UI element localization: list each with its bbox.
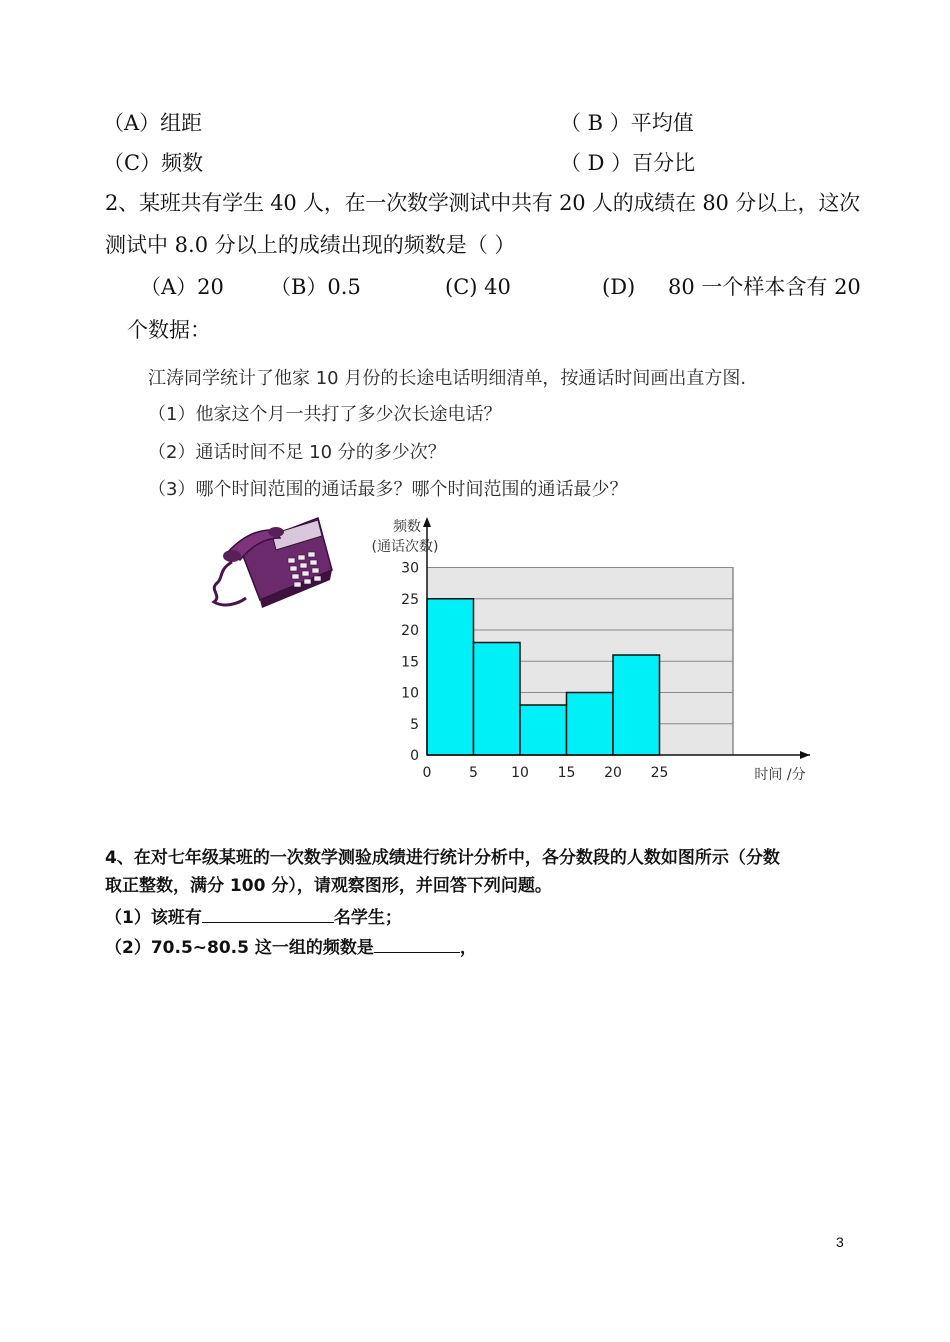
q2-option-d: (D) — [602, 275, 636, 299]
y-tick-label: 20 — [401, 623, 419, 639]
q4-stem-line1: 4、在对七年级某班的一次数学测验成绩进行统计分析中，各分数段的人数如图所示（分数 — [105, 848, 780, 868]
histogram-bar — [567, 693, 614, 756]
q4-sub1-suffix: 名学生； — [333, 908, 402, 928]
q4-sub2-suffix: ， — [459, 938, 477, 958]
q3-intro: 江涛同学统计了他家 10 月份的长途电话明细清单，按通话时间画出直方图. — [148, 368, 747, 389]
histogram-bar — [613, 655, 660, 755]
q2-stem-line2: 测试中 8.0 分以上的成绩出现的频数是（ ） — [105, 233, 516, 257]
q4-sub2-blank[interactable] — [374, 936, 460, 953]
q1-option-c: （C）频数 — [103, 151, 204, 175]
q4-sub1-prefix: （1）该班有 — [105, 908, 202, 928]
y-axis-arrow — [423, 517, 431, 527]
q1-option-a: （A）组距 — [103, 111, 203, 135]
x-tick-label: 20 — [604, 765, 622, 781]
q2-option-d-tail: 80 一个样本含有 20 — [668, 275, 861, 299]
q3-sub3: （3）哪个时间范围的通话最多？哪个时间范围的通话最少？ — [148, 479, 628, 500]
telephone-icon — [210, 508, 335, 610]
q4-sub1-blank[interactable] — [202, 906, 334, 923]
q3-sub2: （2）通话时间不足 10 分的多少次？ — [148, 442, 446, 463]
x-axis-arrow — [800, 751, 810, 759]
x-tick-label: 10 — [511, 765, 529, 781]
page-number: 3 — [836, 1234, 844, 1250]
x-tick-label: 0 — [422, 765, 432, 781]
q2-option-c: (C) 40 — [445, 275, 511, 299]
x-axis-label: 时间 /分 — [754, 767, 806, 783]
y-tick-label: 30 — [401, 560, 419, 577]
y-axis-label-line1: 频数 — [393, 519, 421, 535]
histogram-bar — [427, 599, 474, 755]
histogram-chart — [360, 515, 830, 790]
y-tick-label: 10 — [401, 685, 419, 702]
x-tick-label: 15 — [557, 765, 576, 781]
q4-sub2-prefix: （2）70.5~80.5 这一组的频数是 — [105, 938, 374, 958]
x-tick-label: 5 — [469, 765, 478, 781]
y-axis-label-line2: (通话次数) — [371, 539, 439, 555]
y-tick-label: 25 — [401, 591, 419, 608]
q4-stem-line2: 取正整数，满分 100 分），请观察图形，并回答下列问题。 — [105, 876, 552, 896]
q1-option-b: （ B ）平均值 — [560, 111, 694, 135]
x-tick-label: 25 — [650, 765, 669, 781]
q2-stem-line1: 2、某班共有学生 40 人，在一次数学测试中共有 20 人的成绩在 80 分以上，这次 — [105, 191, 860, 215]
q4-sub2 — [105, 936, 477, 957]
q2-option-b: （B）0.5 — [270, 275, 361, 299]
q4-sub1 — [105, 906, 402, 927]
q2-option-a: （A）20 — [140, 275, 224, 299]
q2-line4: 个数据： — [127, 318, 211, 342]
y-tick-label: 15 — [401, 654, 419, 671]
y-tick-label: 5 — [410, 716, 419, 733]
q3-sub1: （1）他家这个月一共打了多少次长途电话？ — [148, 404, 502, 425]
histogram-bar — [520, 705, 567, 755]
histogram-bar — [474, 643, 521, 756]
y-tick-label: 0 — [410, 748, 419, 764]
q1-option-d: （ D ）百分比 — [560, 151, 696, 175]
